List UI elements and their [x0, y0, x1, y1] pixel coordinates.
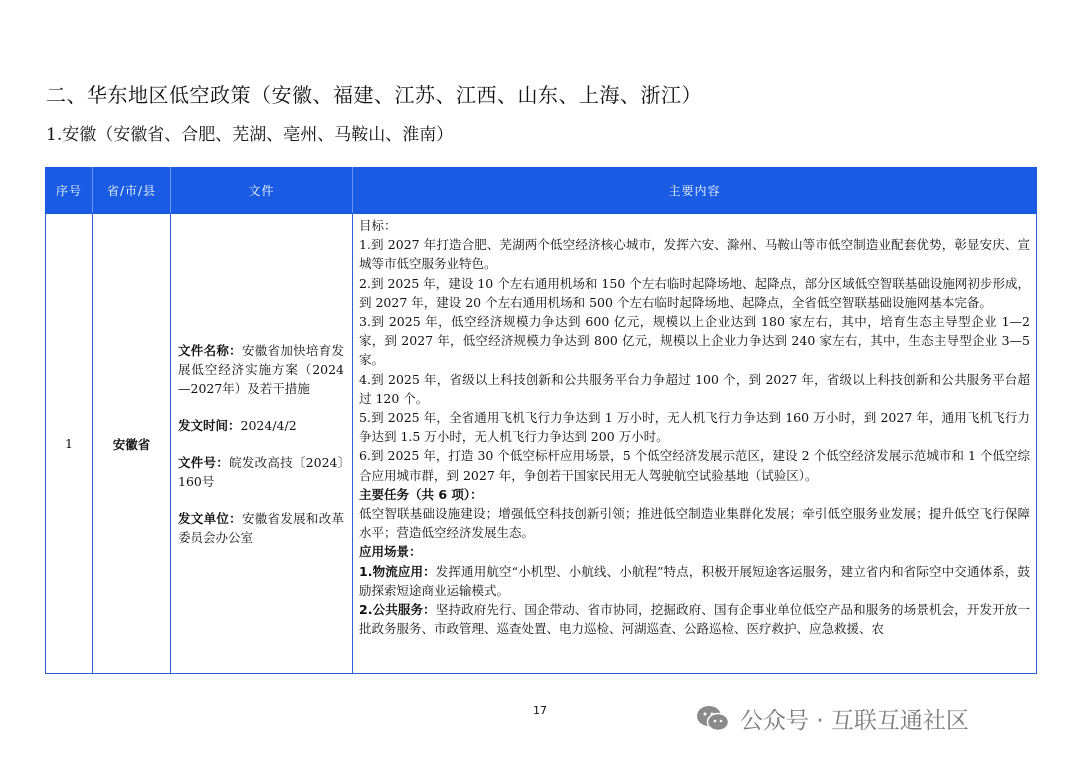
sub-title: 1.安徽（安徽省、合肥、芜湖、亳州、马鞍山、淮南）	[46, 125, 454, 145]
section-title: 二、华东地区低空政策（安徽、福建、江苏、江西、山东、上海、浙江）	[46, 83, 702, 107]
doc-issuer: 安徽省发展和改革委员会办公室	[178, 510, 344, 545]
tasks-title: 主要任务（共 6 项）：	[359, 486, 483, 502]
goals-title: 目标：	[359, 218, 397, 233]
doc-number: 皖发改高技〔2024〕160号	[178, 454, 344, 489]
scene-public-service	[359, 600, 1030, 638]
doc-name-label: 文件名称：	[178, 342, 242, 358]
scene-public-service-label: 2.公共服务：	[359, 602, 436, 618]
doc-number-block	[178, 453, 344, 491]
main-content-cell	[353, 214, 1037, 674]
doc-date-block	[178, 416, 344, 435]
goal-item: 5.到 2025 年，全省通用飞机飞行力争达到 1 万小时，无人机飞行力争达到 160 万小时，到 2027 年，通用飞机飞行力争达到 1.5 万小时，无人机飞行力争达到 200 万小时。	[359, 410, 1030, 445]
tasks-text: 低空智联基础设施建设；增强低空科技创新引领；推进低空制造业集群化发展；牵引低空服务业发展；提升低空飞行保障水平；营造低空经济发展生态。	[359, 506, 1030, 541]
header-content: 主要内容	[353, 168, 1037, 214]
row-number: 1	[46, 214, 93, 674]
scene-logistics	[359, 562, 1030, 600]
goal-item: 4.到 2025 年，省级以上科技创新和公共服务平台力争超过 100 个，到 2027 年，省级以上科技创新和公共服务平台超过 120 个。	[359, 371, 1030, 406]
header-no: 序号	[46, 168, 93, 214]
scene-public-service-text: 坚持政府先行、国企带动、省市协同，挖掘政府、国有企事业单位低空产品和服务的场景机会，开发开放一批政务服务、市政管理、巡查处置、电力巡检、河湖巡查、公路巡检、医疗救护、应急救援、农	[359, 602, 1030, 637]
watermark	[696, 702, 969, 735]
scene-logistics-label: 1.物流应用：	[359, 563, 436, 579]
goal-item: 6.到 2025 年，打造 30 个低空标杆应用场景，5 个低空经济发展示范区，建设 2 个低空经济发展示范城市和 1 个低空综合应用城市群，到 2027 年，争创若干国家民用无人驾驶航空试验基地（试验区）。	[359, 448, 1030, 483]
doc-name-block	[178, 341, 344, 398]
policy-table	[45, 167, 1037, 674]
goal-item: 3.到 2025 年，低空经济规模力争达到 600 亿元，规模以上企业达到 180 家左右，其中，培育生态主导型企业 1—2 家，到 2027 年，低空经济规模力争达到 800 亿元，规模以上企业力争达到 240 家左右，其中，生态主导型企业 3—5 家。	[359, 314, 1030, 368]
doc-date-label: 发文时间：	[178, 417, 241, 433]
table-row	[46, 214, 1037, 674]
doc-date: 2024/4/2	[240, 417, 297, 433]
doc-number-label: 文件号：	[178, 454, 230, 470]
watermark-text: 公众号 · 互联互通社区	[740, 708, 969, 734]
doc-name: 安徽省加快培育发展低空经济实施方案（2024—2027年）及若干措施	[178, 342, 344, 396]
goal-item: 2.到 2025 年，建设 10 个左右通用机场和 150 个左右临时起降场地、起降点，部分区域低空智联基础设施网初步形成，到 2027 年，建设 20 个左右通用机场和 500 个左右临时起降场地、起降点，全省低空智联基础设施网基本完备。	[359, 275, 1030, 310]
document-info-cell	[171, 214, 353, 674]
table-header-row	[46, 168, 1037, 214]
header-province: 省/市/县	[93, 168, 171, 214]
scenes-title: 应用场景：	[359, 544, 422, 560]
row-province: 安徽省	[93, 214, 171, 674]
goal-item: 1.到 2027 年打造合肥、芜湖两个低空经济核心城市，发挥六安、滁州、马鞍山等市低空制造业配套优势，彰显安庆、宣城等市低空服务业特色。	[359, 237, 1030, 272]
doc-issuer-label: 发文单位：	[178, 510, 242, 526]
wechat-icon	[696, 705, 730, 733]
scene-logistics-text: 发挥通用航空“小机型、小航线、小航程”特点，积极开展短途客运服务，建立省内和省际空中交通体系，鼓励探索短途商业运输模式。	[359, 563, 1030, 598]
doc-issuer-block	[178, 509, 344, 547]
page-number: 17	[533, 704, 547, 717]
header-document: 文件	[171, 168, 353, 214]
